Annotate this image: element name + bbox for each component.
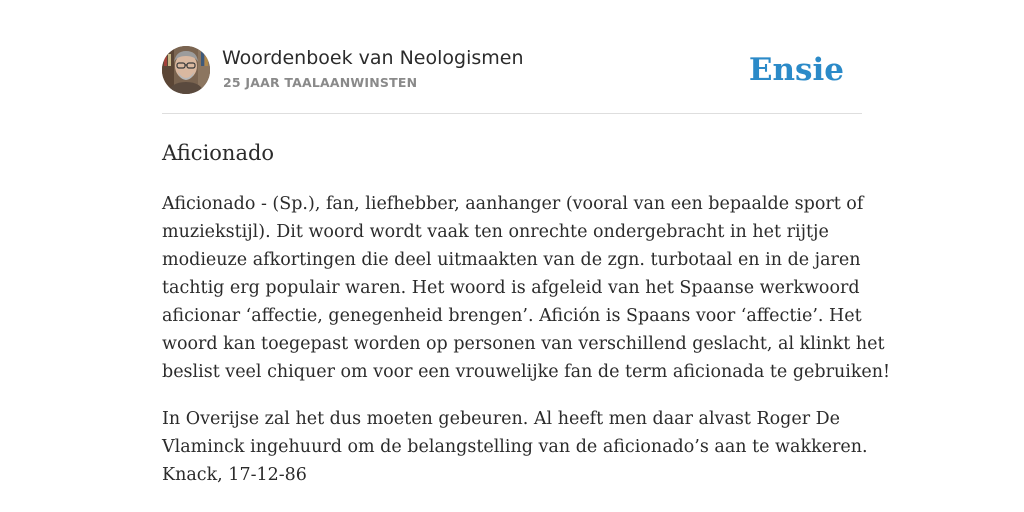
header [162,46,862,96]
definition-line: tachtig erg populair waren. Het woord is afgeleid van het Spaanse werkwoord [162,278,860,298]
author-name[interactable]: Woordenboek van Neologismen [222,47,524,69]
definition-line: aficionar ‘affectie, genegenheid brengen’. Afición is Spaans voor ‘affectie’. Het [162,306,862,326]
definition-line: muziekstijl). Dit woord wordt vaak ten onrechte ondergebracht in het rijtje [162,222,829,242]
author-avatar[interactable] [162,46,210,94]
portrait-image [162,46,210,94]
quote-paragraph [162,405,867,489]
definition-line: woord kan toegepast worden op personen van verschillend geslacht, al klinkt het [162,334,885,354]
author-subtitle: 25 JAAR TAALAANWINSTEN [223,75,418,90]
entry-body [162,190,891,489]
entry-title: Aficionado [162,141,275,165]
brand-logo[interactable]: Ensie [748,52,844,88]
header-divider [162,113,862,114]
definition-line: modieuze afkortingen die deel uitmaakten van de zgn. turbotaal en in de jaren [162,250,861,270]
definition-paragraph [162,190,891,386]
quote-source: Knack, 17-12-86 [162,465,307,485]
quote-line: In Overijse zal het dus moeten gebeuren. Al heeft men daar alvast Roger De [162,409,841,429]
definition-line: beslist veel chiquer om voor een vrouwelijke fan de term aficionada te gebruiken! [162,362,891,382]
quote-line: Vlaminck ingehuurd om de belangstelling van de aficionado’s aan te wakkeren. [162,437,868,457]
definition-line: Aficionado - (Sp.), fan, liefhebber, aanhanger (vooral van een bepaalde sport of [162,194,864,214]
